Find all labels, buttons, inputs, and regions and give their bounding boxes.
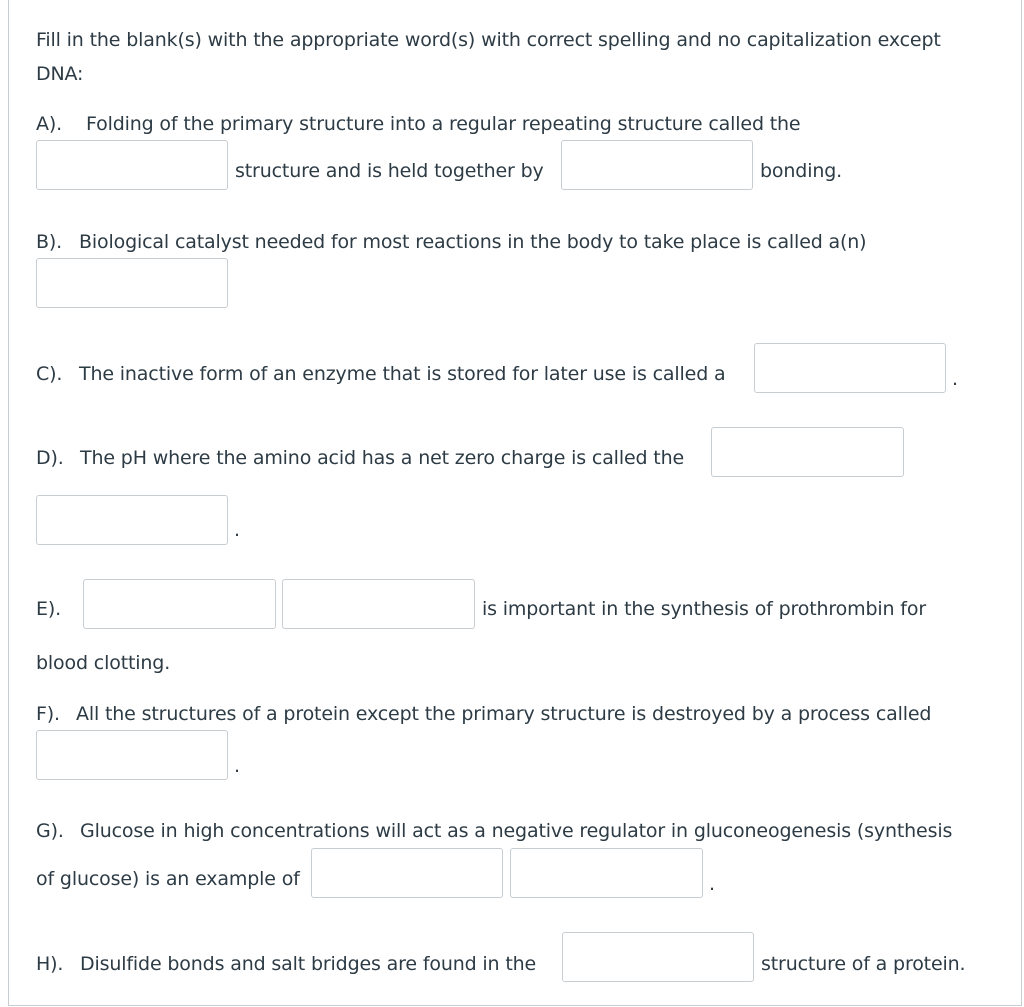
question-h-text-2: structure of a protein. <box>761 953 966 975</box>
question-c-label: C). <box>36 363 63 385</box>
answer-e-blank-2[interactable] <box>282 579 475 629</box>
question-a-text-3: bonding. <box>760 160 843 182</box>
answer-g-blank-1[interactable] <box>311 848 503 898</box>
instructions-line-2: DNA: <box>36 63 84 85</box>
question-f-period: . <box>234 755 240 777</box>
question-c-period: . <box>952 368 958 390</box>
instructions-line-1: Fill in the blank(s) with the appropriate word(s) with correct spelling and no capitalization except <box>36 29 941 51</box>
question-d-period: . <box>234 519 240 541</box>
question-d-text-1: The pH where the amino acid has a net zero charge is called the <box>80 447 685 469</box>
question-e-label: E). <box>36 598 62 620</box>
answer-d-blank-2[interactable] <box>36 495 228 545</box>
question-g-text-1: Glucose in high concentrations will act as a negative regulator in gluconeogenesis (synthesis <box>80 820 953 842</box>
question-f-label: F). <box>36 703 60 725</box>
answer-c-blank-1[interactable] <box>754 343 946 393</box>
answer-h-blank-1[interactable] <box>562 932 754 982</box>
question-e-text-1: is important in the synthesis of prothrombin for <box>482 598 926 620</box>
answer-b-blank-1[interactable] <box>36 258 228 308</box>
question-g-text-2: of glucose) is an example of <box>36 868 300 890</box>
question-a-text-1: Folding of the primary structure into a regular repeating structure called the <box>86 113 801 135</box>
answer-e-blank-1[interactable] <box>83 579 276 629</box>
question-a-label: A). <box>36 113 62 135</box>
question-g-period: . <box>709 873 715 895</box>
question-d-label: D). <box>36 447 64 469</box>
answer-a-blank-1[interactable] <box>36 140 228 190</box>
question-f-text-1: All the structures of a protein except the primary structure is destroyed by a process called <box>76 703 932 725</box>
question-h-text-1: Disulfide bonds and salt bridges are found in the <box>80 953 537 975</box>
question-g-label: G). <box>36 820 64 842</box>
answer-a-blank-2[interactable] <box>561 140 753 190</box>
question-c-text-1: The inactive form of an enzyme that is stored for later use is called a <box>79 363 726 385</box>
question-a-text-2: structure and is held together by <box>235 160 544 182</box>
answer-d-blank-1[interactable] <box>711 427 904 477</box>
answer-f-blank-1[interactable] <box>36 730 228 780</box>
answer-g-blank-2[interactable] <box>510 848 703 898</box>
question-h-label: H). <box>36 953 64 975</box>
question-b-text-1: Biological catalyst needed for most reactions in the body to take place is called a(n) <box>79 231 867 253</box>
question-e-text-2: blood clotting. <box>36 652 171 674</box>
question-b-label: B). <box>36 231 63 253</box>
